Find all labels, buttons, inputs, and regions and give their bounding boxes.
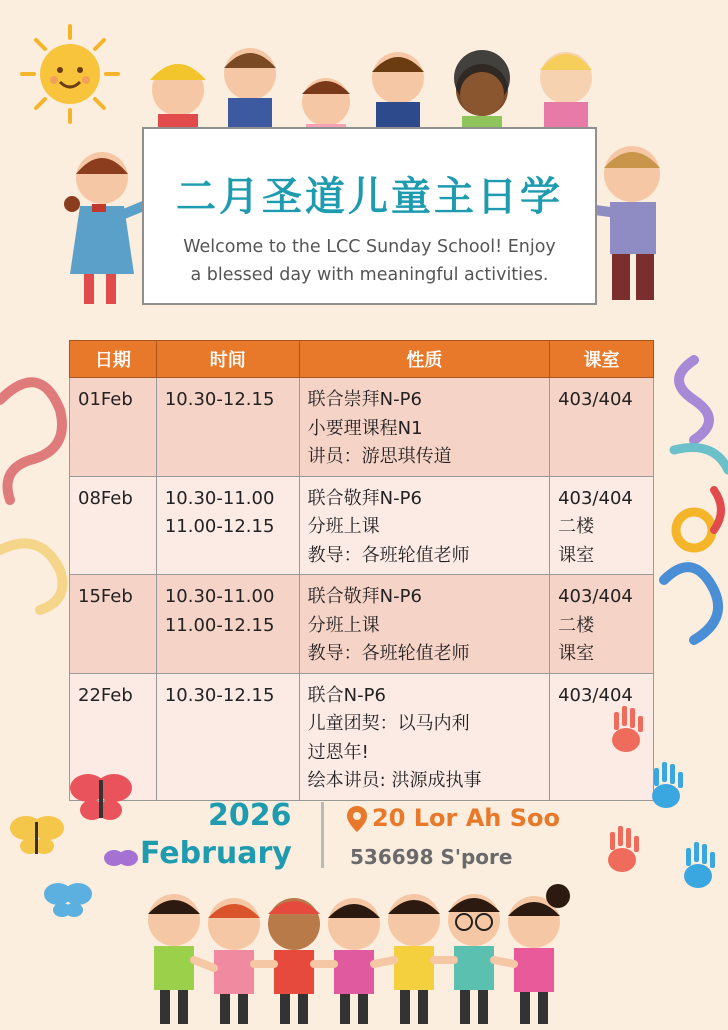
nature-line: 联合N-P6 [307, 684, 386, 706]
room-line: 二楼 [558, 516, 595, 537]
nature-line: 过恩年! [307, 741, 369, 763]
nature-line: 儿童团契：以马内利 [307, 713, 470, 734]
table-row [70, 575, 654, 674]
room-line: 二楼 [558, 614, 595, 636]
nature-line: 教导：各班轮值老师 [307, 544, 470, 566]
time-cell [156, 476, 299, 575]
nature-line: 分班上课 [307, 516, 380, 537]
room-line: 403/404 [558, 684, 633, 706]
page-title: 二月圣道儿童主日学 [176, 174, 563, 220]
room-cell [550, 378, 654, 477]
title-banner [142, 127, 597, 305]
sun-icon [18, 22, 122, 126]
nature-line: 教导：各班轮值老师 [307, 643, 470, 664]
nature-cell [299, 575, 549, 674]
header-nature: 性质 [299, 341, 549, 378]
table-row [70, 673, 654, 800]
date-cell: 01Feb [70, 378, 157, 477]
kids-top-illustration [130, 28, 610, 138]
handprint-decoration [592, 690, 728, 910]
address-line-2: 536698 S'pore [350, 845, 513, 869]
header-room: 课室 [550, 341, 654, 378]
room-line: 403/404 [558, 586, 633, 607]
nature-line: 分班上课 [307, 614, 380, 636]
date-cell: 15Feb [70, 575, 157, 674]
header-time: 时间 [156, 341, 299, 378]
room-cell [550, 476, 654, 575]
ribbon-decoration-right [654, 340, 728, 660]
nature-line: 小要理课程N1 [307, 417, 423, 439]
event-month: February [140, 836, 292, 871]
location-pin-icon [347, 806, 367, 832]
event-year: 2026 [208, 798, 292, 833]
room-line: 课室 [558, 544, 595, 566]
time-line: 11.00-12.15 [164, 516, 275, 537]
nature-cell [299, 673, 549, 800]
room-cell [550, 575, 654, 674]
nature-line: 联合敬拜N-P6 [307, 487, 422, 509]
welcome-message [144, 233, 595, 289]
welcome-line-1: Welcome to the LCC Sunday School! Enjoy [183, 237, 556, 257]
butterflies-decoration [8, 766, 138, 926]
time-cell [156, 575, 299, 674]
time-cell [156, 378, 299, 477]
time-line: 10.30-12.15 [164, 389, 275, 410]
kids-bottom-illustration [134, 880, 614, 1030]
nature-line: 讲员：游思琪传道 [307, 446, 452, 467]
time-line: 11.00-12.15 [164, 614, 275, 636]
room-line: 403/404 [558, 487, 633, 509]
room-line: 课室 [558, 643, 595, 664]
time-line: 10.30-12.15 [164, 684, 275, 706]
nature-cell [299, 476, 549, 575]
nature-cell [299, 378, 549, 477]
divider [321, 802, 324, 868]
header-date: 日期 [70, 341, 157, 378]
address-line-1: 20 Lor Ah Soo [372, 804, 561, 832]
welcome-line-2: a blessed day with meaningful activities. [190, 265, 549, 285]
ribbon-decoration-left [0, 340, 70, 640]
table-header-row [70, 341, 654, 378]
nature-line: 联合崇拜N-P6 [307, 389, 422, 410]
schedule-table [69, 340, 654, 801]
room-line: 403/404 [558, 389, 633, 410]
nature-line: 绘本讲员: 洪源成执事 [307, 770, 482, 791]
nature-line: 联合敬拜N-P6 [307, 586, 422, 607]
time-line: 10.30-11.00 [164, 487, 275, 509]
date-cell: 22Feb [70, 673, 157, 800]
table-row [70, 476, 654, 575]
table-row [70, 378, 654, 477]
time-cell [156, 673, 299, 800]
time-line: 10.30-11.00 [164, 586, 275, 607]
date-cell: 08Feb [70, 476, 157, 575]
